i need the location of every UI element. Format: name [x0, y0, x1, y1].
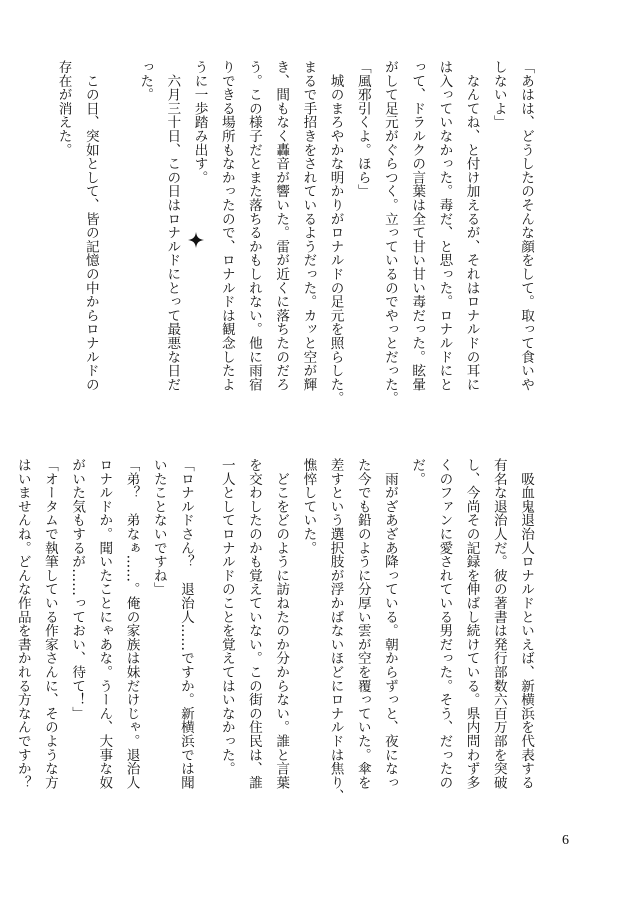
text-line: うに一歩踏み出す。 [191, 60, 208, 185]
text-line: は入っていなかった。毒だ、と思った。ロナルドにと [436, 60, 453, 392]
text-line: まるで手招きをされているようだった。カッと空が輝 [300, 60, 317, 392]
text-line: 差すという選択肢が浮かばないほどにロナルドは焦り、 [327, 458, 344, 803]
text-line: った。 [137, 60, 154, 102]
text-line: どこをどのように訪ねたのか分からない。誰と言葉 [273, 458, 290, 790]
text-line: き、間もなく轟音が響いた。雷が近くに落ちたのだろ [273, 60, 290, 392]
text-line: この日、突如として、皆の記憶の中からロナルドの [82, 60, 99, 392]
text-line: 存在が消えた。 [55, 60, 72, 157]
text-line: 「ロナルドさん？ 退治人……ですか。新横浜では聞 [177, 458, 194, 790]
text-line: 有名な退治人だ。彼の著書は発行部数六百万部を突破 [490, 458, 507, 790]
text-line: しないよ」 [490, 60, 507, 129]
text-line: ロナルドか。聞いたことにゃあな。うーん、大事な奴 [96, 458, 113, 790]
text-line: 六月三十日、この日はロナルドにとって最悪な日だ [164, 60, 181, 392]
four-pointed-star-icon [188, 232, 204, 248]
text-line: だ。 [409, 458, 426, 486]
text-line: 憔悴していた。 [300, 458, 317, 555]
text-line: を交わしたのかも覚えていない。この街の住民は、誰 [245, 458, 262, 790]
four-pointed-star-icon-graphic [188, 232, 204, 248]
blank-line [104, 60, 118, 405]
text-line: いたことないですね」 [150, 458, 167, 596]
text-line: う。この様子だとまた落ちるかもしれない。他に雨宿 [245, 60, 262, 392]
text-line: くのファンに愛されている男だった。そう、だったの [436, 458, 453, 790]
text-line: りできる場所もなかったので、ロナルドは観念したよ [218, 60, 235, 392]
text-line: 「オータムで執筆している作家さんに、そのような方 [41, 458, 58, 790]
blank-line [199, 458, 213, 808]
text-line: はいませんね。どんな作品を書かれる方なんですか？ [14, 458, 31, 790]
text-line: がいた気もするが……っておい、待て！」 [69, 458, 86, 721]
text-line: 城のまろやかな明かりがロナルドの足元を照らした。 [327, 60, 344, 405]
text-line: って、ドラルクの言葉は全て甘い甘い毒だった。眩暈 [409, 60, 426, 392]
text-line: 「弟？ 弟なぁ……。俺の家族は妹だけじゃ。退治人 [123, 458, 140, 790]
text-line: 吸血鬼退治人ロナルドといえば、新横浜を代表する [518, 458, 534, 790]
upper-text-block [49, 60, 539, 405]
text-line: 「あはは、どうしたのそんな顔をして。取って食いや [518, 60, 534, 392]
text-line: た今でも鉛のように分厚い雲が空を覆っていた。傘を [354, 458, 371, 790]
text-line: 「風邪引くよ。ほら」 [354, 60, 371, 198]
text-line: 一人としてロナルドのことを覚えてはいなかった。 [218, 458, 235, 776]
text-line: 雨がざあざあ降っている。朝からずっと、夜になっ [381, 458, 398, 790]
lower-text-block [9, 458, 539, 808]
text-line: なんてね、と付け加えるが、それはロナルドの耳に [463, 60, 480, 392]
blank-line [117, 60, 131, 405]
text-line: し、今尚その記録を伸ばし続けている。県内問わず多 [463, 458, 480, 790]
text-line: がして足元がぐらつく。立っているのでやっとだった。 [381, 60, 398, 405]
page-number: 6 [562, 833, 569, 848]
